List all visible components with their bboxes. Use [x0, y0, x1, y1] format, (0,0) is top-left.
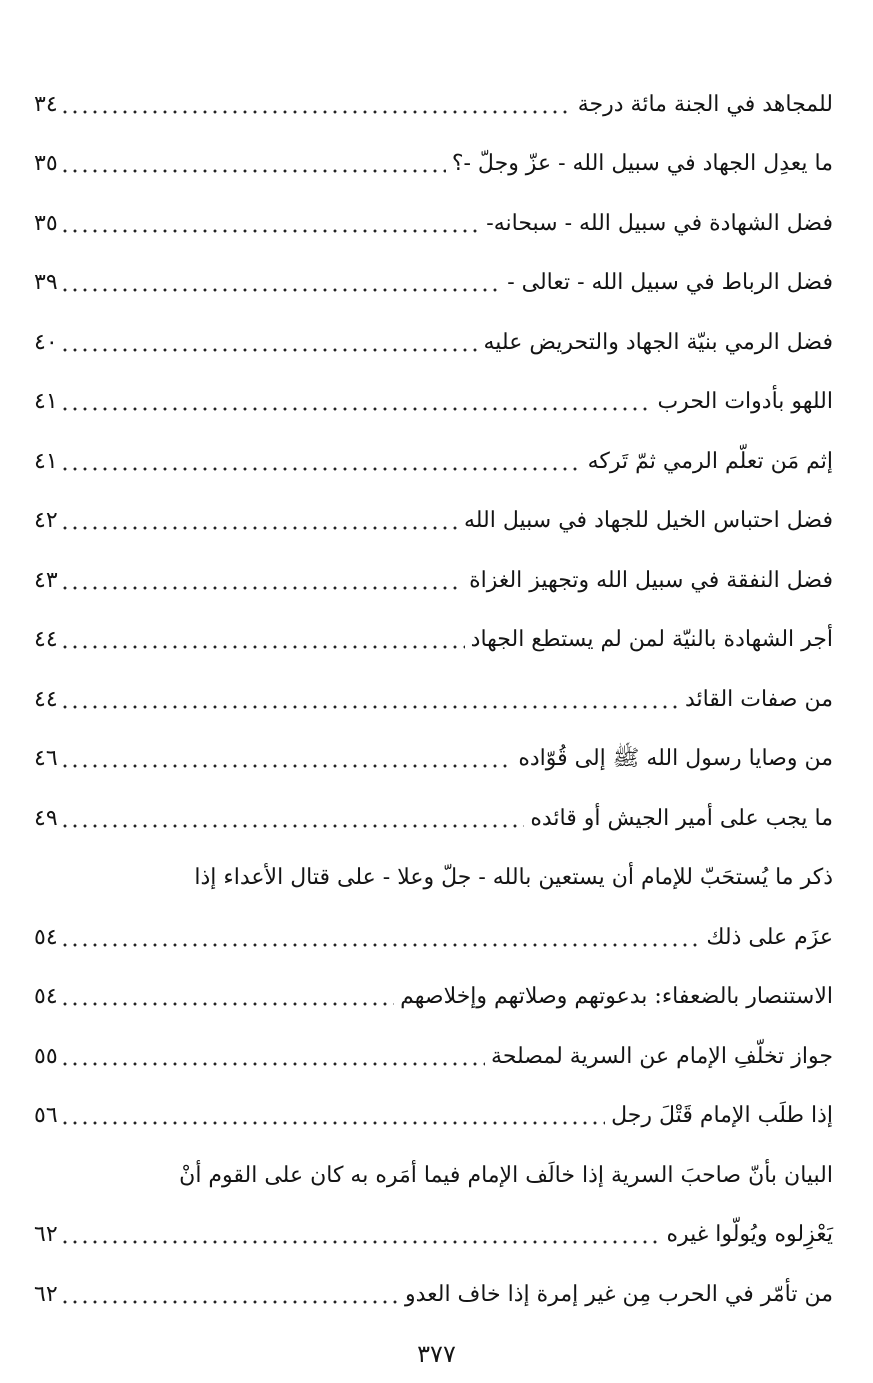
- toc-entry-row: [34, 308, 833, 368]
- toc-entry-row: [34, 368, 833, 428]
- toc-entry: [34, 784, 833, 844]
- toc-entry-page-number: ٥٦: [34, 1103, 58, 1128]
- toc-entry-row: [34, 1260, 833, 1320]
- toc-entry-title: إثم مَن تعلّم الرمي ثمّ تَركه: [587, 448, 833, 474]
- toc-entry-title: اللهو بأدوات الحرب: [657, 389, 833, 414]
- toc-entry: [34, 368, 833, 428]
- dot-leader: [60, 1002, 394, 1006]
- toc-entry-title-line: البيان بأنّ صاحبَ السرية إذا خالَف الإمام فيما أمَره به كان على القوم أنْ: [179, 1162, 833, 1188]
- toc-entry-row: [34, 903, 833, 963]
- toc-entry: [34, 546, 833, 606]
- toc-entry-row: [34, 963, 833, 1023]
- toc-entry-title: من صفات القائد: [684, 686, 833, 712]
- toc-entry-page-number: ٦٢: [34, 1222, 58, 1247]
- toc-entry-page-number: ٤٤: [34, 686, 58, 712]
- toc-entry-title: من وصايا رسول الله ﷺ إلى قُوّاده: [518, 746, 833, 771]
- dot-leader: [60, 169, 446, 173]
- dot-leader: [60, 824, 525, 828]
- toc-entry-row: [34, 1201, 833, 1261]
- toc-entry-row: [34, 1022, 833, 1082]
- toc-entry-title: أجر الشهادة بالنيّة لمن لم يستطع الجهاد: [470, 627, 833, 652]
- toc-entry-title: فضل الرباط في سبيل الله - تعالى -: [507, 270, 833, 295]
- toc-entry-page-number: ٤٩: [34, 805, 58, 831]
- toc-entry-page-number: ٥٥: [34, 1043, 58, 1069]
- dot-leader: [60, 586, 463, 590]
- toc-entry: [34, 665, 833, 725]
- dot-leader: [60, 1121, 606, 1125]
- toc-entry-row: [34, 725, 833, 785]
- toc-entry-row: [34, 427, 833, 487]
- toc-entry-row: [34, 189, 833, 249]
- toc-entry-title: عزَم على ذلك: [706, 924, 833, 950]
- dot-leader: [60, 1062, 485, 1066]
- toc-entry-title: يَعْزِلوه ويُولّوا غيره: [666, 1222, 833, 1247]
- toc-entry-page-number: ٦٢: [34, 1281, 58, 1307]
- toc-entry-title-line: ذكر ما يُستحَبّ للإمام أن يستعين بالله - جلّ وعلا - على قتال الأعداء إذا: [194, 865, 833, 890]
- toc-entry-title: إذا طلَب الإمام قَتْلَ رجل: [611, 1103, 833, 1128]
- dot-leader: [60, 229, 481, 233]
- toc-entry-row: [34, 70, 833, 130]
- dot-leader: [60, 645, 465, 649]
- dot-leader: [60, 1240, 661, 1244]
- toc-entry: [34, 1201, 833, 1261]
- toc-entry-row: [34, 546, 833, 606]
- toc-entry-page-number: ٤١: [34, 389, 58, 414]
- toc-entry-page-number: ٣٤: [34, 91, 58, 117]
- toc-entry-page-number: ٤١: [34, 448, 58, 474]
- toc-entry-page-number: ٤٦: [34, 746, 58, 771]
- toc-entry-page-number: ٤٤: [34, 627, 58, 652]
- toc-entry: [34, 427, 833, 487]
- toc-entry-line: [34, 1141, 833, 1201]
- toc-entry-title: الاستنصار بالضعفاء: بدعوتهم وصلاتهم وإخلاصهم: [400, 984, 833, 1009]
- dot-leader: [60, 526, 458, 530]
- toc-entry: [34, 903, 833, 963]
- toc-entry: [34, 249, 833, 309]
- toc-entry-page-number: ٥٤: [34, 984, 58, 1009]
- toc-entry: [34, 189, 833, 249]
- dot-leader: [60, 467, 582, 471]
- dot-leader: [60, 943, 701, 947]
- toc-entry-page-number: ٣٩: [34, 270, 58, 295]
- toc-entry-title: فضل النفقة في سبيل الله وتجهيز الغزاة: [469, 567, 833, 593]
- dot-leader: [60, 288, 502, 292]
- toc-entry-title: فضل الرمي بنيّة الجهاد والتحريض عليه: [483, 329, 833, 355]
- table-of-contents: [34, 70, 833, 1320]
- toc-entry-title: فضل الشهادة في سبيل الله - سبحانه-: [486, 210, 833, 236]
- toc-entry-title: ما يعدِل الجهاد في سبيل الله - عزّ وجلّ -؟: [451, 151, 833, 176]
- dot-leader: [60, 705, 679, 709]
- toc-entry-row: [34, 487, 833, 547]
- toc-entry: [34, 1022, 833, 1082]
- toc-entry-line: [34, 844, 833, 904]
- toc-entry-page-number: ٤٠: [34, 329, 58, 355]
- toc-entry-row: [34, 606, 833, 666]
- toc-entry-title: للمجاهد في الجنة مائة درجة: [577, 91, 833, 117]
- dot-leader: [60, 110, 572, 114]
- toc-entry-page-number: ٥٤: [34, 924, 58, 950]
- toc-entry-title: ما يجب على أمير الجيش أو قائده: [530, 805, 833, 831]
- toc-entry: [34, 308, 833, 368]
- dot-leader: [60, 348, 478, 352]
- toc-entry-row: [34, 665, 833, 725]
- toc-entry-title: فضل احتباس الخيل للجهاد في سبيل الله: [463, 508, 833, 533]
- toc-entry-row: [34, 1082, 833, 1142]
- page-number: ٣٧٧: [417, 1340, 456, 1368]
- toc-entry: [34, 487, 833, 547]
- dot-leader: [60, 1300, 399, 1304]
- dot-leader: [60, 407, 652, 411]
- toc-entry-title: جواز تخلّفِ الإمام عن السرية لمصلحة: [491, 1043, 833, 1069]
- toc-entry-page-number: ٣٥: [34, 210, 58, 236]
- toc-entry: [34, 725, 833, 785]
- toc-entry-page-number: ٤٢: [34, 508, 58, 533]
- toc-entry: [34, 130, 833, 190]
- toc-entry-row: [34, 249, 833, 309]
- toc-entry-page-number: ٣٥: [34, 151, 58, 176]
- dot-leader: [60, 764, 513, 768]
- toc-entry-title: من تأمّر في الحرب مِن غير إمرة إذا خاف العدو: [404, 1281, 833, 1307]
- toc-entry-row: [34, 784, 833, 844]
- toc-entry: [34, 70, 833, 130]
- toc-entry-page-number: ٤٣: [34, 567, 58, 593]
- toc-entry: [34, 963, 833, 1023]
- toc-entry: [34, 1082, 833, 1142]
- toc-entry: [34, 606, 833, 666]
- toc-entry: [34, 1260, 833, 1320]
- toc-entry-row: [34, 130, 833, 190]
